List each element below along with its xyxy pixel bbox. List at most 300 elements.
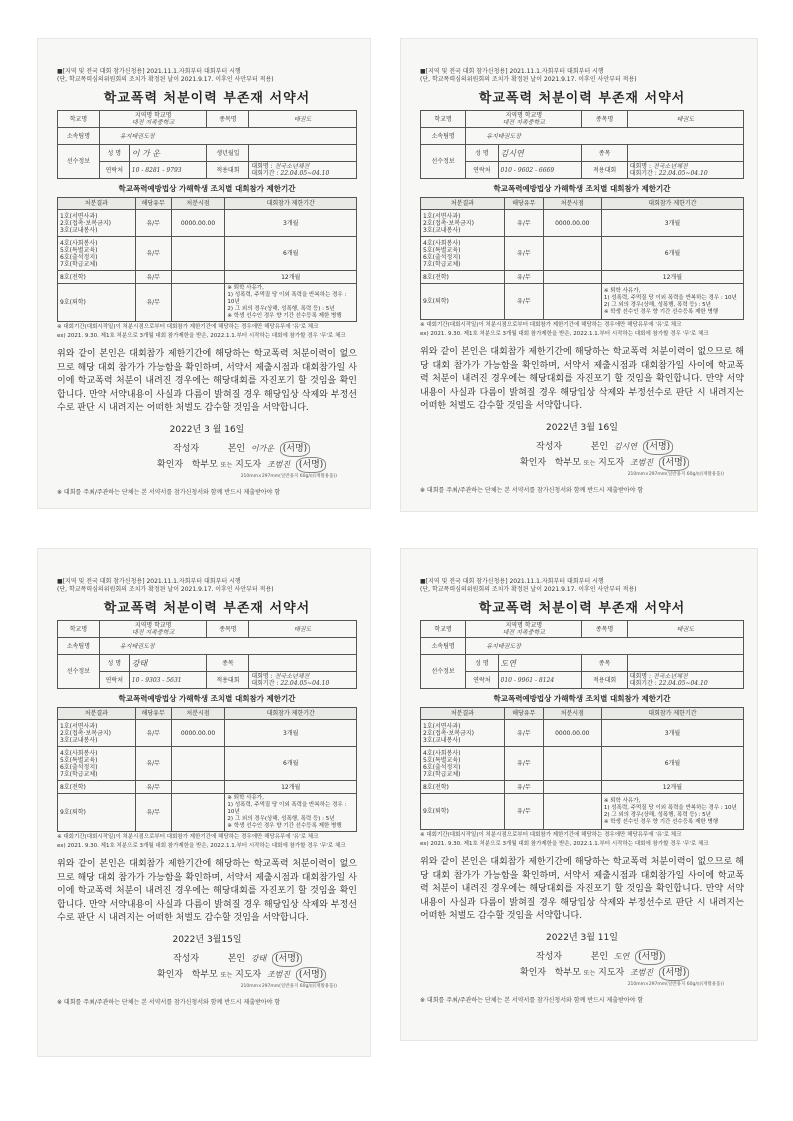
coach-signature: 조범진: [629, 967, 654, 977]
form-header-subline: (단, 학교폭력심의위원회의 조치가 확정된 날이 2021.9.17. 이후인 사안부터 적용): [420, 76, 637, 83]
contact-label: 연락처: [99, 672, 129, 689]
measure-item: 3호(교내봉사): [60, 736, 98, 744]
pledge-form-page-2: [400, 38, 758, 512]
name-label: 성 명: [466, 655, 498, 672]
measure-item: 5호(특별교육): [60, 756, 98, 764]
measure-cell: [58, 210, 136, 237]
limit-line: 1) 성폭력, 주먹질 당 이외 폭력을 반복하는 경우 : 10년: [227, 802, 347, 815]
date-cell: [543, 747, 601, 781]
measure-item: 1호(서면사과): [60, 722, 98, 730]
event-value: 태권도: [627, 621, 743, 638]
applicable-cell: 유/무: [504, 237, 543, 271]
table-note: ※ 대회기간(대회시작일)이 처분시점으로부터 대회참가 제한기간에 해당하는 경우에만 해당유무에 '유'로 체크: [57, 324, 319, 330]
coach-signature: 조범진: [266, 459, 291, 469]
limit-cell: 3개월: [225, 210, 357, 237]
limit-line: 2) 그 외의 경우(상해, 성폭행, 폭력 등) : 5년: [603, 301, 711, 308]
parent-label: 학부모: [191, 969, 218, 980]
applicable-cell: 유/무: [504, 781, 543, 794]
contact-value: 10 - 8281 - 9793: [129, 162, 207, 179]
table-row: [421, 210, 744, 237]
writer-signature: 도연: [613, 951, 630, 961]
confirm-signature-row: [57, 967, 357, 983]
limit-line: ※ 학생 선수인 경우 향 기간 선수등록 제한 병행: [603, 308, 719, 315]
confirm-label: 확인자: [520, 457, 547, 468]
table-row: [421, 747, 744, 781]
event-value: 태권도: [249, 621, 357, 638]
applied-meet-label: 적용대회: [207, 672, 249, 689]
applied-meet-cell: 대회명 : 전국소년체전 대회기간 : 22.04.05~04.10: [249, 162, 357, 179]
meet-period-value: 22.04.05~04.10: [658, 170, 708, 177]
event-value: 태권도: [249, 111, 357, 128]
restriction-table: [420, 707, 744, 830]
coach-signature: 조범진: [266, 969, 291, 979]
restriction-table: [57, 707, 357, 832]
applicant-info-table: [57, 620, 357, 689]
confirm-signature-row: [420, 455, 744, 471]
limit-cell: 3개월: [225, 720, 357, 747]
applicable-cell: 유/무: [504, 284, 543, 320]
school-name-value: 대전 지족중학교: [502, 119, 546, 126]
col-header-result: 처분결과: [421, 198, 505, 210]
limit-line: 2) 그 외의 경우(상해, 성폭행, 폭력 등) : 5년: [603, 811, 711, 818]
meet-period-label: 대회기간: [251, 170, 275, 177]
applicable-cell: 유/무: [135, 284, 171, 322]
measure-item: 1호(서면사과): [423, 212, 461, 220]
table-row: [421, 237, 744, 271]
form-header-line: ■[지역 및 전국 대회 참가신청용] 2021.11.1.자회부터 대회부터 시행: [420, 578, 604, 585]
contact-value: 10 - 9303 - 5631: [129, 672, 207, 689]
school-name-value: 대전 지족중학교: [131, 629, 175, 636]
applicable-cell: 유/무: [504, 794, 543, 830]
measure-cell: [421, 747, 505, 781]
restriction-table-title: 학교폭력예방법상 가해학생 조치별 대회참가 제한기간: [118, 694, 296, 703]
form-title: 학교폭력 처분이력 부존재 서약서: [478, 601, 686, 616]
date-cell: 0000.00.00: [543, 720, 601, 747]
school-name-caption: 지역명 학교명: [134, 622, 172, 629]
coach-label: 지도자: [235, 969, 262, 980]
measure-item: 9호(퇴학): [423, 808, 449, 815]
measure-item: 8호(전학): [60, 783, 86, 791]
form-title: 학교폭력 처분이력 부존재 서약서: [103, 601, 311, 616]
applicant-info-table: [57, 110, 357, 179]
limit-line: ※ 퇴학 사유가,: [227, 285, 264, 291]
measure-item: 2호(접촉·보복금지): [423, 219, 474, 227]
date-cell: [543, 284, 601, 320]
meet-name-label: 대회명: [629, 673, 648, 680]
writer-seal: (서명): [635, 949, 665, 965]
applied-meet-cell: 대회명 : 전국소년체전 대회기간 : 22.04.05~04.10: [627, 672, 743, 689]
measure-cell: [421, 271, 505, 284]
form-footer-note: ※ 대회를 주최/주관하는 단체는 본 서약서를 참가신청서와 함께 반드시 제출받아야 함: [57, 998, 281, 1006]
date-cell: [171, 271, 225, 284]
date-cell: [543, 237, 601, 271]
name-value: 도연: [498, 655, 582, 672]
confirm-label: 확인자: [157, 459, 184, 470]
limit-line: ※ 퇴학 사유가,: [227, 795, 264, 801]
meet-period-value: 22.04.05~04.10: [658, 680, 708, 687]
form-header-line: ■[지역 및 전국 대회 참가신청용] 2021.11.1.자회부터 대회부터 시행: [57, 578, 241, 585]
form-header-line: ■[지역 및 전국 대회 참가신청용] 2021.11.1.자회부터 대회부터 시행: [420, 68, 604, 75]
measure-item: 8호(전학): [423, 273, 449, 281]
restriction-table-title: 학교폭력예방법상 가해학생 조치별 대회참가 제한기간: [493, 694, 671, 703]
contact-label: 연락처: [466, 672, 498, 689]
athlete-label: 선수정보: [58, 145, 100, 179]
date-cell: [171, 781, 225, 794]
table-row: [58, 237, 357, 271]
writer-signature: 이가운: [250, 443, 275, 453]
measure-item: 5호(특별교육): [60, 246, 98, 254]
school-label: 학교명: [58, 111, 100, 128]
col-header-result: 처분결과: [58, 198, 136, 210]
or-label: 또는: [220, 461, 233, 469]
confirm-label: 확인자: [520, 967, 547, 978]
limit-cell: 3개월: [601, 720, 743, 747]
writer-label: 작성자: [536, 441, 563, 452]
applied-meet-label: 적용대회: [207, 162, 249, 179]
form-header-line: ■[지역 및 전국 대회 참가신청용] 2021.11.1.자회부터 대회부터 시행: [57, 68, 241, 75]
applicant-info-table: [420, 620, 744, 689]
measure-item: 4호(사회봉사): [60, 239, 98, 247]
meet-name-value: 전국소년체전: [274, 163, 310, 170]
confirm-label: 확인자: [157, 969, 184, 980]
meet-period-value: 22.04.05~04.10: [280, 680, 330, 687]
col-header-date: 처분시점: [171, 708, 225, 720]
measure-cell: [58, 781, 136, 794]
limit-cell: 12개월: [601, 271, 743, 284]
form-footer-note: ※ 대회를 주최/주관하는 단체는 본 서약서를 참가신청서와 함께 반드시 제출받아야 함: [420, 486, 644, 494]
applicable-cell: 유/무: [504, 747, 543, 781]
name-value: 강태: [129, 655, 207, 672]
applicable-cell: 유/무: [135, 237, 171, 271]
event-label: 종목명: [207, 621, 249, 638]
measure-cell: [421, 237, 505, 271]
applied-meet-cell: 대회명 : 전국소년체전 대회기간 : 22.04.05~04.10: [249, 672, 357, 689]
team-value: 유지태권도장: [466, 128, 744, 145]
table-row: [421, 284, 744, 320]
measure-cell: [421, 284, 505, 320]
pledge-form-page-3: [37, 548, 371, 1057]
measure-item: 8호(전학): [60, 273, 86, 281]
meet-period-label: 대회기간: [629, 170, 653, 177]
team-value: 유지태권도장: [99, 638, 356, 655]
team-value: 유지태권도장: [466, 638, 744, 655]
pledge-body-text: 위와 같이 본인은 대회참가 제한기간에 해당하는 학교폭력 처분이력이 없으므로 해당 대회 참가가 가능함을 확인하며, 서약서 제출시점과 대회참가일 사이에 학교폭력 처분이 내려진 경우에는 해당대회를 자진포기 할 것임을 확인합니다. 만약 서약내용이 사실과 다름이 밝혀질 경우 해당입상 삭제와 부정선수로 판단 시 내려지는 어떠한 처벌도 감수할 것임을 서약합니다.: [57, 349, 357, 413]
coach-label: 지도자: [598, 967, 625, 978]
table-row: [421, 271, 744, 284]
measure-cell: [58, 747, 136, 781]
measure-item: 2호(접촉·보복금지): [60, 219, 111, 227]
self-label: 본인: [590, 441, 609, 452]
paper-spec: 210mm×297mm(일반용지 60g/㎡(재활용품)): [240, 473, 337, 479]
pledge-date: 2022년 3월 16일: [546, 422, 618, 433]
measure-item: 5호(특별교육): [423, 756, 461, 764]
limit-cell: [225, 794, 357, 832]
team-label: 소속팀명: [421, 638, 466, 655]
table-note: ※ 대회기간(대회시작일)이 처분시점으로부터 대회참가 제한기간에 해당하는 경우에만 해당유무에 '유'로 체크: [420, 322, 682, 328]
dob-value: [627, 145, 743, 162]
table-note: ※ 대회기간(대회시작일)이 처분시점으로부터 대회참가 제한기간에 해당하는 경우에만 해당유무에 '유'로 체크: [420, 832, 682, 838]
limit-cell: 6개월: [601, 747, 743, 781]
meet-name-value: 전국소년체전: [652, 163, 688, 170]
measure-item: 4호(사회봉사): [423, 749, 461, 757]
applicable-cell: 유/무: [135, 720, 171, 747]
limit-cell: 12개월: [225, 781, 357, 794]
dob-label: 종목: [207, 655, 249, 672]
table-row: [58, 781, 357, 794]
form-header-subline: (단, 학교폭력심의위원회의 조치가 확정된 날이 2021.9.17. 이후인 사안부터 적용): [57, 76, 274, 83]
col-header-limit: 대회참가 제한기간: [601, 198, 743, 210]
measure-cell: [58, 284, 136, 322]
writer-seal: (서명): [280, 441, 310, 457]
date-cell: 0000.00.00: [543, 210, 601, 237]
applicable-cell: 유/무: [135, 210, 171, 237]
athlete-label: 선수정보: [421, 655, 466, 689]
limit-line: ※ 학생 선수인 경우 향 기간 선수등록 제한 병행: [227, 313, 342, 319]
measure-cell: [58, 794, 136, 832]
applied-meet-label: 적용대회: [582, 672, 627, 689]
measure-cell: [58, 271, 136, 284]
form-footer-note: ※ 대회를 주최/주관하는 단체는 본 서약서를 참가신청서와 함께 반드시 제출받아야 함: [420, 996, 644, 1004]
table-note-example: ex) 2021. 9.30. 제1호 처분으로 3개월 대회 참가제한을 받은, 2022.1.1.부터 시작하는 대회에 참가할 경우 '무'로 체크: [57, 843, 346, 849]
school-name-cell: [466, 621, 582, 638]
table-note: ※ 대회기간(대회시작일)이 처분시점으로부터 대회참가 제한기간에 해당하는 경우에만 해당유무에 '유'로 체크: [57, 834, 319, 840]
col-header-result: 처분결과: [58, 708, 136, 720]
date-cell: [171, 747, 225, 781]
measure-item: 3호(교내봉사): [423, 226, 461, 234]
col-header-limit: 대회참가 제한기간: [225, 198, 357, 210]
meet-name-label: 대회명: [251, 163, 269, 170]
team-value: 유지태권도장: [99, 128, 356, 145]
meet-name-label: 대회명: [629, 163, 648, 170]
measure-item: 7호(학급교체): [60, 770, 98, 778]
coach-label: 지도자: [598, 457, 625, 468]
meet-period-label: 대회기간: [251, 680, 275, 687]
date-cell: [543, 781, 601, 794]
school-name-caption: 지역명 학교명: [134, 112, 172, 119]
name-value: 이 가 운: [129, 145, 207, 162]
or-label: 또는: [583, 969, 596, 977]
school-label: 학교명: [421, 621, 466, 638]
self-label: 본인: [590, 951, 609, 962]
meet-name-value: 전국소년체전: [652, 673, 688, 680]
writer-signature: 강태: [250, 953, 267, 963]
col-header-limit: 대회참가 제한기간: [601, 708, 743, 720]
coach-seal: (서명): [659, 455, 689, 471]
school-name-cell: [99, 111, 207, 128]
meet-name-label: 대회명: [251, 673, 269, 680]
pledge-form-page-1: [37, 38, 371, 509]
school-label: 학교명: [58, 621, 100, 638]
table-row: [58, 747, 357, 781]
writer-seal: (서명): [643, 439, 673, 455]
event-label: 종목명: [207, 111, 249, 128]
table-note-example: ex) 2021. 9.30. 제1호 처분으로 3개월 대회 참가제한을 받은, 2022.1.1.부터 시작하는 대회에 참가할 경우 '무'로 체크: [420, 331, 709, 337]
measure-item: 4호(사회봉사): [423, 239, 461, 247]
date-cell: [171, 794, 225, 832]
measure-cell: [421, 794, 505, 830]
table-row: [58, 271, 357, 284]
contact-label: 연락처: [99, 162, 129, 179]
school-name-value: 대전 지족중학교: [131, 119, 175, 126]
applicable-cell: 유/무: [135, 794, 171, 832]
table-note-example: ex) 2021. 9.30. 제1호 처분으로 3개월 대회 참가제한을 받은, 2022.1.1.부터 시작하는 대회에 참가할 경우 '무'로 체크: [420, 841, 709, 847]
coach-signature: 조범진: [629, 457, 654, 467]
meet-name-value: 전국소년체전: [274, 673, 310, 680]
col-header-applicable: 해당유무: [135, 198, 171, 210]
applied-meet-label: 적용대회: [582, 162, 627, 179]
name-label: 성 명: [99, 145, 129, 162]
parent-label: 학부모: [191, 459, 218, 470]
measure-cell: [421, 781, 505, 794]
limit-line: 1) 성폭력, 주먹질 당 이외 폭력을 반복하는 경우 : 10년: [603, 294, 737, 301]
limit-line: ※ 퇴학 사유가,: [603, 797, 641, 804]
school-name-caption: 지역명 학교명: [505, 622, 543, 629]
coach-seal: (서명): [659, 965, 689, 981]
date-cell: 0000.00.00: [171, 720, 225, 747]
applicable-cell: 유/무: [504, 271, 543, 284]
restriction-table-title: 학교폭력예방법상 가해학생 조치별 대회참가 제한기간: [493, 184, 671, 193]
table-note-example: ex) 2021. 9.30. 제1호 처분으로 3개월 대회 참가제한을 받은, 2022.1.1.부터 시작하는 대회에 참가할 경우 '무'로 체크: [57, 333, 346, 339]
applied-meet-cell: 대회명 : 전국소년체전 대회기간 : 22.04.05~04.10: [627, 162, 743, 179]
limit-cell: [601, 284, 743, 320]
confirm-signature-row: [57, 457, 357, 473]
dob-label: 종목: [582, 655, 627, 672]
table-row: [58, 720, 357, 747]
writer-signature: 김시연: [613, 441, 638, 451]
limit-line: 1) 성폭력, 주먹질 당 이외 폭력을 반복하는 경우 : 10년: [603, 804, 737, 811]
measure-item: 9호(퇴학): [423, 298, 449, 305]
measure-item: 2호(접촉·보복금지): [423, 729, 474, 737]
dob-value: [249, 655, 357, 672]
limit-line: 2) 그 외의 경우(상해, 성폭행, 폭력 등) : 5년: [227, 306, 335, 312]
limit-line: 1) 성폭력, 주먹질 당 이외 폭력을 반복하는 경우 : 10년: [227, 292, 347, 305]
form-title: 학교폭력 처분이력 부존재 서약서: [478, 91, 686, 106]
team-label: 소속팀명: [58, 638, 100, 655]
measure-item: 6호(출석정지): [423, 763, 461, 771]
pledge-body-text: 위와 같이 본인은 대회참가 제한기간에 해당하는 학교폭력 처분이력이 없으므로 해당 대회 참가가 가능함을 확인하며, 서약서 제출시점과 대회참가일 사이에 학교폭력 처분이 내려진 경우에는 해당대회를 자진포기 할 것임을 확인합니다. 만약 서약내용이 사실과 다름이 밝혀질 경우 해당입상 삭제와 부정선수로 판단 시 내려지는 어떠한 처벌도 감수할 것임을 서약합니다.: [57, 859, 357, 923]
writer-signature-row: [57, 951, 357, 967]
applicable-cell: 유/무: [135, 781, 171, 794]
table-row: [421, 781, 744, 794]
col-header-date: 처분시점: [171, 198, 225, 210]
form-title: 학교폭력 처분이력 부존재 서약서: [103, 91, 311, 106]
measure-item: 6호(출석정지): [60, 763, 98, 771]
team-label: 소속팀명: [58, 128, 100, 145]
limit-cell: 12개월: [601, 781, 743, 794]
measure-item: 3호(교내봉사): [423, 736, 461, 744]
writer-seal: (서명): [272, 951, 302, 967]
parent-label: 학부모: [554, 457, 581, 468]
confirm-signature-row: [420, 965, 744, 981]
school-name-cell: [99, 621, 207, 638]
measure-item: 1호(서면사과): [60, 212, 98, 220]
table-row: [58, 794, 357, 832]
dob-value: [627, 655, 743, 672]
meet-period-label: 대회기간: [629, 680, 653, 687]
coach-label: 지도자: [235, 459, 262, 470]
limit-cell: 3개월: [601, 210, 743, 237]
coach-seal: (서명): [296, 457, 326, 473]
limit-cell: 6개월: [225, 237, 357, 271]
coach-seal: (서명): [296, 967, 326, 983]
col-header-applicable: 해당유무: [135, 708, 171, 720]
paper-spec: 210mm×297mm(일반용지 60g/㎡(재활용품)): [240, 983, 337, 989]
form-header-subline: (단, 학교폭력심의위원회의 조치가 확정된 날이 2021.9.17. 이후인 사안부터 적용): [57, 586, 274, 593]
dob-value: [249, 145, 357, 162]
paper-spec: 210mm×297mm(일반용지 60g/㎡(재활용품)): [627, 471, 724, 477]
contact-label: 연락처: [466, 162, 498, 179]
measure-item: 7호(학급교체): [60, 260, 98, 268]
table-row: [58, 284, 357, 322]
measure-item: 9호(퇴학): [60, 299, 86, 306]
measure-item: 6호(출석정지): [60, 253, 98, 261]
measure-item: 4호(사회봉사): [60, 749, 98, 757]
pledge-form-page-4: [400, 548, 758, 1041]
writer-signature-row: [57, 441, 357, 457]
writer-label: 작성자: [173, 443, 200, 454]
or-label: 또는: [220, 971, 233, 979]
event-value: 태권도: [627, 111, 743, 128]
paper-spec: 210mm×297mm(일반용지 60g/㎡(재활용품)): [627, 981, 724, 987]
date-cell: 0000.00.00: [171, 210, 225, 237]
limit-cell: [225, 284, 357, 322]
applicable-cell: 유/무: [135, 747, 171, 781]
table-row: [58, 210, 357, 237]
school-name-cell: [466, 111, 582, 128]
limit-line: ※ 학생 선수인 경우 향 기간 선수등록 제한 병행: [227, 823, 342, 829]
athlete-label: 선수정보: [421, 145, 466, 179]
col-header-result: 처분결과: [421, 708, 505, 720]
pledge-body-text: 위와 같이 본인은 대회참가 제한기간에 해당하는 학교폭력 처분이력이 없으므로 해당 대회 참가가 가능함을 확인하며, 서약서 제출시점과 대회참가일 사이에 학교폭력 처분이 내려진 경우에는 해당대회를 자진포기 할 것임을 확인합니다. 만약 서약내용이 사실과 다름이 밝혀질 경우 해당입상 삭제와 부정선수로 판단 시 내려지는 어떠한 처벌도 감수할 것임을 서약합니다.: [420, 857, 744, 921]
col-header-applicable: 해당유무: [504, 198, 543, 210]
contact-value: 010 - 9961 - 8124: [498, 672, 582, 689]
limit-cell: 6개월: [601, 237, 743, 271]
self-label: 본인: [227, 953, 246, 964]
date-cell: [543, 794, 601, 830]
limit-line: ※ 학생 선수인 경우 향 기간 선수등록 제한 병행: [603, 818, 719, 825]
name-label: 성 명: [99, 655, 129, 672]
measure-item: 1호(서면사과): [423, 722, 461, 730]
school-name-value: 대전 지족중학교: [502, 629, 546, 636]
applicant-info-table: [420, 110, 744, 179]
col-header-applicable: 해당유무: [504, 708, 543, 720]
limit-cell: 12개월: [225, 271, 357, 284]
form-header-subline: (단, 학교폭력심의위원회의 조치가 확정된 날이 2021.9.17. 이후인 사안부터 적용): [420, 586, 637, 593]
writer-label: 작성자: [536, 951, 563, 962]
measure-cell: [421, 210, 505, 237]
measure-cell: [58, 720, 136, 747]
table-row: [421, 720, 744, 747]
pledge-date: 2022년 3월 11일: [546, 932, 618, 943]
measure-item: 5호(특별교육): [423, 246, 461, 254]
contact-value: 010 - 9602 - 6669: [498, 162, 582, 179]
restriction-table-title: 학교폭력예방법상 가해학생 조치별 대회참가 제한기간: [118, 184, 296, 193]
measure-item: 9호(퇴학): [60, 809, 86, 816]
self-label: 본인: [227, 443, 246, 454]
team-label: 소속팀명: [421, 128, 466, 145]
limit-cell: [601, 794, 743, 830]
table-row: [421, 794, 744, 830]
col-header-date: 처분시점: [543, 708, 601, 720]
limit-line: ※ 퇴학 사유가,: [603, 287, 641, 294]
date-cell: [171, 237, 225, 271]
pledge-body-text: 위와 같이 본인은 대회참가 제한기간에 해당하는 학교폭력 처분이력이 없으므로 해당 대회 참가가 가능함을 확인하며, 서약서 제출시점과 대회참가일 사이에 학교폭력 처분이 내려진 경우에는 해당대회를 자진포기 할 것임을 확인합니다. 만약 서약내용이 사실과 다름이 밝혀질 경우 해당입상 삭제와 부정선수로 판단 시 내려지는 어떠한 처벌도 감수할 것임을 서약합니다.: [420, 347, 744, 411]
school-label: 학교명: [421, 111, 466, 128]
col-header-limit: 대회참가 제한기간: [225, 708, 357, 720]
form-footer-note: ※ 대회를 주최/주관하는 단체는 본 서약서를 참가신청서와 함께 반드시 제출받아야 함: [57, 488, 281, 496]
name-value: 김시연: [498, 145, 582, 162]
measure-cell: [421, 720, 505, 747]
